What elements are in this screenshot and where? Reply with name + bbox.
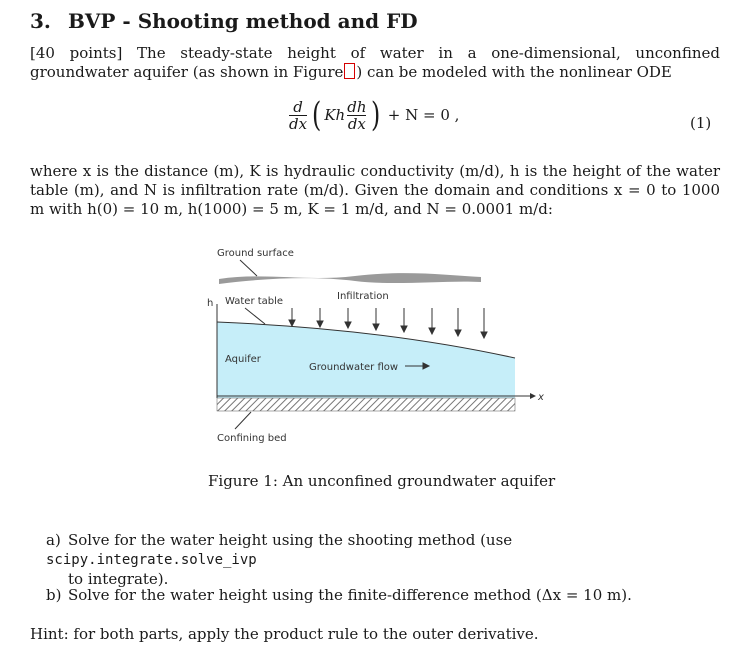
confining-bed [217, 398, 515, 411]
definitions-line-1: where x is the distance (m), K is hydraulic conductivity (m/d), h is the height of the water table [30, 162, 720, 199]
intro-text-2: ) can be modeled with the nonlinear ODE [356, 63, 672, 81]
outer-d: d [293, 97, 303, 116]
points-label: [40 points] [30, 44, 123, 62]
ode-equation [287, 94, 459, 136]
aquifer-label: Aquifer [225, 354, 261, 365]
figure-ref-link[interactable] [344, 63, 355, 79]
right-paren: ) [371, 95, 381, 135]
eq-k: K [324, 106, 336, 124]
part-a-text-cont: to integrate). [68, 570, 169, 588]
aquifer-diagram [195, 242, 555, 457]
infiltration-label: Infiltration [337, 291, 389, 302]
problem-title: BVP - Shooting method and FD [68, 9, 418, 33]
hint-text: Hint: for both parts, apply the product rule to the outer derivative. [30, 625, 539, 643]
water-table-pointer [245, 308, 265, 324]
groundwater-flow-label: Groundwater flow [309, 362, 399, 373]
outer-dx: dx [289, 114, 308, 133]
eq-h: h [335, 106, 346, 124]
part-a [46, 531, 721, 589]
left-paren: ( [312, 95, 322, 135]
ground-surface-label: Ground surface [217, 248, 294, 259]
infiltration-arrow [289, 308, 295, 326]
equation-number: (1) [690, 114, 712, 132]
infiltration-arrow [455, 308, 461, 336]
inner-dx: dx [347, 114, 366, 133]
part-a-text: Solve for the water height using the shooting method (use [68, 531, 513, 549]
problem-heading [30, 9, 418, 33]
x-axis-label: x [538, 392, 544, 403]
infiltration-arrow [373, 308, 379, 330]
problem-number: 3. [30, 9, 51, 33]
confining-bed-pointer [235, 412, 251, 429]
definitions-paragraph [30, 162, 720, 219]
infiltration-arrow [345, 308, 351, 328]
infiltration-arrow [429, 308, 435, 334]
part-b-label: b) [46, 586, 62, 604]
figure-caption: Figure 1: An unconfined groundwater aquifer [208, 472, 556, 490]
intro-paragraph [30, 44, 720, 82]
infiltration-arrow [481, 308, 487, 338]
eq-plus-n: + N = 0 , [387, 106, 460, 124]
infiltration-arrow [317, 308, 323, 327]
inner-derivative [347, 97, 367, 133]
part-b-text: Solve for the water height using the finite-difference method (Δx = 10 m). [68, 586, 632, 604]
ground-surface-pointer [240, 260, 257, 276]
intro-text-1: The steady-state height of water in a one-dimensional, unconfined groundwater aquifer (as shown in Figure [30, 44, 720, 81]
water-table-label: Water table [225, 296, 284, 307]
x-axis-arrow [530, 393, 536, 399]
confining-bed-label: Confining bed [217, 433, 287, 444]
outer-derivative [289, 97, 308, 133]
part-a-code: scipy.integrate.solve_ivp [46, 552, 257, 568]
part-a-label: a) [46, 531, 61, 549]
ground-surface-band [219, 273, 481, 284]
h-axis-label: h [207, 298, 214, 309]
definitions-line-3: h(0) = 10 m, h(1000) = 5 m, K = 1 m/d, and N = 0.0001 m/d: [87, 200, 553, 218]
part-b [46, 586, 721, 605]
infiltration-arrow [401, 308, 407, 332]
inner-dh: dh [347, 97, 367, 116]
definitions-line-2: (m), and N is infiltration rate (m/d). Given the domain and conditions x = 0 to 1000 m with [30, 181, 720, 218]
